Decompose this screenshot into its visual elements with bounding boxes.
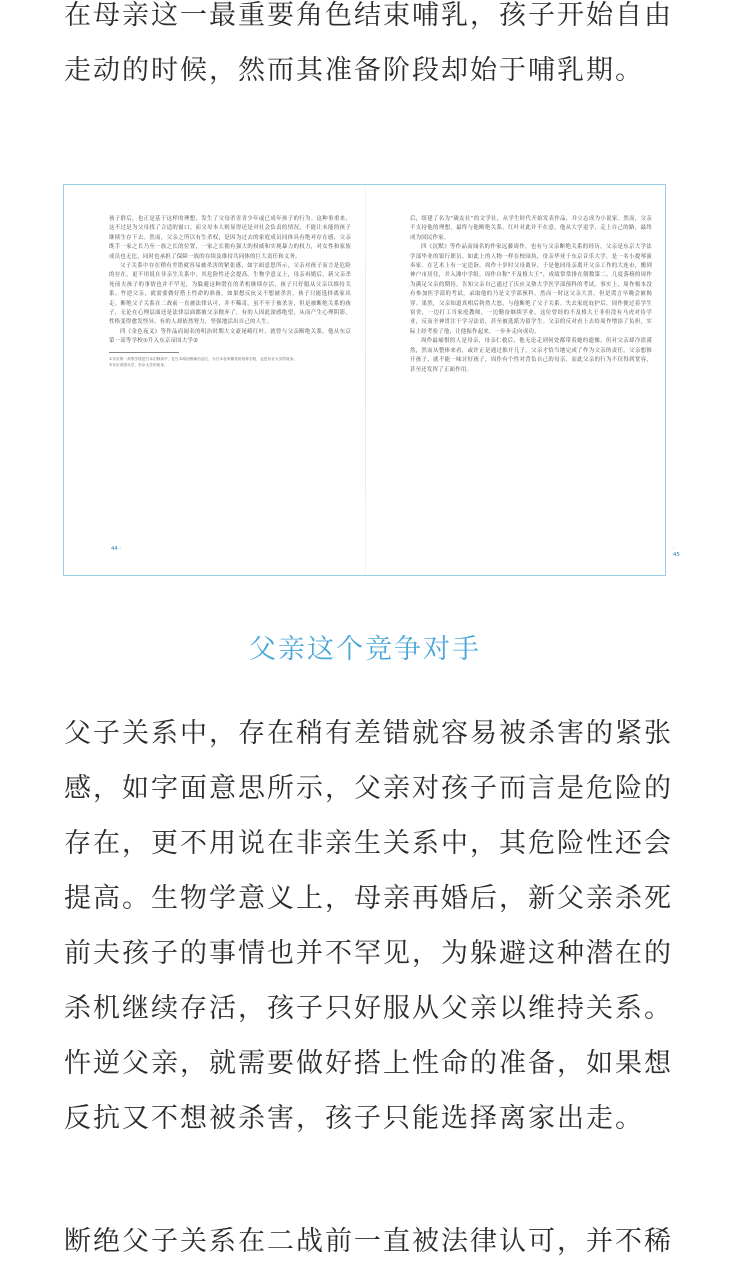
- book-spread-image: [63, 184, 680, 576]
- left-page-number: 44 ·: [111, 546, 122, 552]
- book-left-page: [109, 215, 351, 368]
- footnote-divider: [109, 352, 179, 353]
- left-page-paragraph: 四《金色夜叉》等作品而闻名的明治时期大文豪尾崎红叶，就曾与父亲断绝关系。他从东京第一高等学校①升入东京帝国大学②: [109, 328, 351, 345]
- book-spine: [365, 185, 366, 575]
- body-paragraph-bottom: 断绝父子关系在二战前一直被法律认可，并不稀: [64, 1226, 673, 1257]
- right-page-paragraph: 后，组建了名为“砚友社”的文学社，从学生时代开始发表作品，并立志成为小说家。然而，父亲不支持他的理想，最终与他断绝关系。红叶对此并不在意，他从大学退学，走上自己的路，最终成为国民作家。: [410, 216, 652, 241]
- section-heading: 父亲这个竞争对手: [249, 634, 481, 665]
- left-page-footnote: ①东京第一高等学校是日本旧制高中，在日本明治维新后创立，为日本各家精英的培养学校，也是东京大学的前身。: [109, 356, 298, 361]
- book-right-page: [410, 215, 652, 375]
- left-page-footnote: ②东京帝国大学，东京大学的前身。: [109, 362, 168, 367]
- right-page-paragraph: 周作最痛恨的人是母亲，母亲仁救后，他无论走到何处都带着她的遗像，但对父亲却冷淡漠然，然而从整体来看，或许正是通过推开儿子，父亲才恰当地完成了作为父亲的责任。父亲想推开孩子，就不能一味讨好孩子，周作有个性对背负自己的母亲，而此父亲的行为不仅得到宽容，甚至还发挥了正面作用。: [410, 338, 652, 373]
- left-page-paragraph: 父子关系中存在稍有差错就容易被杀害的紧张感，如字面意思所示，父亲对孩子而言是危险的存在，更不用说在非亲生关系中，其危险性还会提高。生物学意义上，母亲再婚后，新父亲杀死前夫孩子的事情也并不罕见，为躲避这种潜在的杀机继续存活，孩子只好服从父亲以维持关系。忤逆父亲，就需要做好搭上性命的准备，如果想反抗又不想被杀害，孩子只能选择离家出走。断绝父子关系在二战前一直被法律认可，并不稀奇。虽不至于被杀害，但是被断绝关系的孩子，无论在心理层面还是法律层面都被父亲抛弃了，有的人因此深感绝望，从而产生心理阴影，性格变得愈发怪异，有的人却依然努力，坚强地活出自己的人生。: [109, 263, 351, 326]
- body-paragraph-top: 在母亲这一最重要角色结束哺乳，孩子开始自由走动的时候，然而其准备阶段却始于哺乳期。: [64, 0, 673, 86]
- right-page-paragraph: 四《沉默》等作品而闻名的作家远藤周作，也有与父亲断绝关系的经历。父亲是东京大学法学部毕业的银行职员。如此上的人物一样在校园执，母亲毕业于东京音乐大学，是一名小提琴演奏家。在艺术上有一定造诣。周作十岁时父母离异，于是他同母亲离开父亲工作的大连市，搬到神户市居住，并入滩中学组。周作自称“不及格大王”，成绩常常排在倒数第二。几度落榜的周作为满足父亲的期待，告知父亲自己通过了庆应义塾大学医学部预科的考试。事实上，周作根本没有参加医学部的考试，录取他的乃是文学部预科，然而一时这父亲大喜，但是谎言早晚会被揭穿。果然，父亲知道真相后勃然大怒，与他断绝了父子关系。失去家庭庇护后，周作便过着学生宿舍，一边打工当家庭教师，一边勤奋继续学业，这位曾经的不及格大王非但没有马虎对待学业，反而全神贯注于学习法语，甚至被选派为留学生。父亲的反对看上去给周作增添了负担，实际上经考验了他，让他振作起来，一步步走向成功。: [410, 244, 652, 335]
- left-page-paragraph: 孩子群后，也正是基于这样的理想，发生了父母杀害青少年或已成年孩子的行为。这种事重来，这不过是为父母找了合适的窗口。而父母本人则显得还是对社会负责的情况，不能让未能的孩子继续生存下去。然而，父亲之所以有生杀权，是因为过去的家庭成员同体具有绝对存在感，父亲既手一家之长乃至一族之长的位置，一家之长拥有强大的权威和实现暴力的权力，对女性和家族成员也无比，同时也承担了保障一族的存续及维持共同体的巨大责任和义务。: [109, 216, 351, 260]
- right-page-number: · 45: [673, 546, 680, 558]
- body-paragraph-main: 父子关系中，存在稍有差错就容易被杀害的紧张感，如字面意思所示，父亲对孩子而言是危险的存在，更不用说在非亲生关系中，其危险性还会提高。生物学意义上，母亲再婚后，新父亲杀死前夫孩子的事情也并不罕见，为躲避这种潜在的杀机继续存活，孩子只好服从父亲以维持关系。忤逆父亲，就需要做好搭上性命的准备，如果想反抗又不想被杀害，孩子只能选择离家出走。: [64, 718, 673, 1134]
